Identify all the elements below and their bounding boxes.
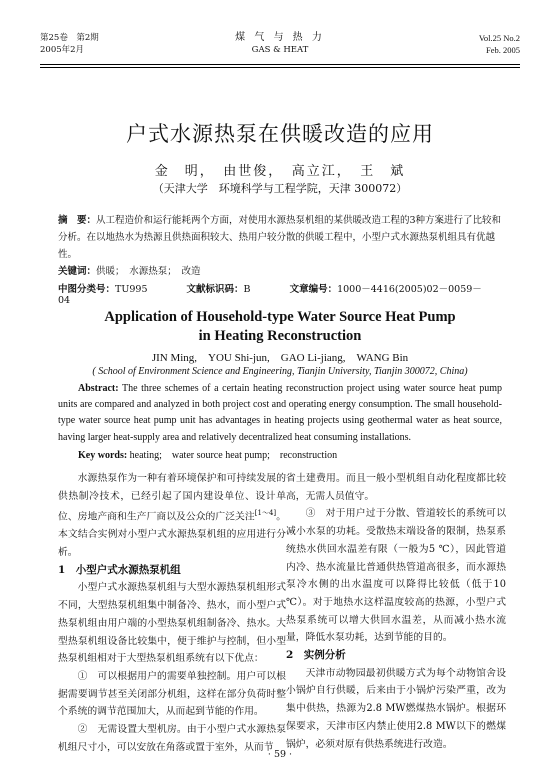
keywords-en-label: Key words: xyxy=(78,450,128,461)
clc-label: 中图分类号： xyxy=(58,284,116,295)
paragraph: ② 无需设置大型机房。由于小型户式水源热泵机组尺寸小，可以安放在角落或置于室外，从而节 xyxy=(58,724,286,753)
section-heading-1: 1 小型户式水源热泵机组 xyxy=(58,563,181,576)
volume-issue-en: Vol.25 No.2 xyxy=(478,33,520,43)
paragraph: ① 可以根据用户的需要单独控制。用户可以根据需要调节甚至关闭部分机组，这样在部分负荷时整个系统的调节范围加大，从而起到节能的作用。 xyxy=(58,671,286,718)
paragraph: 省土建费用。而且一般小型机组自动化程度都比较高，无需人员值守。 xyxy=(286,473,506,502)
journal-name-en: GAS & HEAT xyxy=(251,45,309,55)
body-column-left xyxy=(58,470,286,757)
paragraph: 小型户式水源热泵机组与大型水源热泵机组形式不同，大型热泵机组集中制备冷、热水，而小型户式热泵机组由用户端的小型热泵机组制备冷、热水。大型热泵机组设备比较集中，便于维护与控制，但小型热泵机组相对于大型热泵机组系统有以下优点： xyxy=(58,582,286,665)
authors-cn: 金 明， 由世俊， 高立江， 王 斌 xyxy=(154,164,406,179)
citation: [1～4] xyxy=(254,509,277,518)
abstract-cn-label: 摘 要： xyxy=(58,215,97,226)
paper-title-en xyxy=(0,308,560,346)
abstract-cn-text: 从工程造价和运行能耗两个方面，对使用水源热泵机组的某供暖改造工程的3种方案进行了比较和分析。在以地热水为热源且供热面积较大、热用户较分散的供暖工程中，小型户式水源热泵机组具有优越性。 xyxy=(58,215,502,260)
abstract-en-label: Abstract: xyxy=(78,383,119,394)
page-number: · 59 · xyxy=(267,749,293,760)
doc-code-value: B xyxy=(243,284,251,295)
abstract-cn xyxy=(58,212,502,263)
header-center xyxy=(40,32,520,56)
journal-name-cn: 煤 气 与 热 力 xyxy=(235,32,325,43)
volume-issue-cn: 第25卷 第2期 xyxy=(40,33,99,43)
body-column-right xyxy=(286,470,506,753)
running-header xyxy=(40,32,520,66)
clc-value: TU995 xyxy=(115,284,148,295)
abstract-en xyxy=(58,381,502,446)
classification-line xyxy=(58,281,502,306)
paper-title-cn: 户式水源热泵在供暖改造的应用 xyxy=(126,122,434,146)
title-en-line1: Application of Household-type Water Source Heat Pump xyxy=(104,309,456,325)
keywords-cn-label: 关键词： xyxy=(58,266,97,277)
section-heading-2: 2 实例分析 xyxy=(286,649,346,662)
abstract-en-text: The three schemes of a certain heating reconstruction project using water source heat pump units are compared and analyzed in both project cost and operating energy consumption. The small household-type water source heat pump unit has advantages in heating projects using geothermal water as heat source, having larger heat-supply area and relatively decentralized heat consuming installations. xyxy=(58,383,502,443)
title-en-line2: in Heating Reconstruction xyxy=(198,328,362,344)
keywords-en-text: heating; water source heat pump; reconstruction xyxy=(129,450,338,461)
header-right xyxy=(479,32,520,56)
keywords-en xyxy=(78,446,502,461)
header-rule-bottom xyxy=(40,67,520,68)
article-no-label: 文章编号： xyxy=(289,284,338,295)
paragraph: ③ 对于用户过于分散、管道较长的系统可以减小水泵的功耗。受散热末端设备的限制，热泵系统热水供回水温差有限（一般为5 ℃），因此管道内冷、热水流量比普通供热管道高很多，而水源热泵冷水侧的出水温度可以降得比较低（低于10 ℃）。对于地热水这样温度较高的热源，小型户式热泵系统可以增大供回水温差，从而减小热水流量，降低水泵功耗，达到节能的目的。 xyxy=(286,508,506,644)
keywords-cn xyxy=(58,263,502,277)
article-no-value: 1000－4416(2005)02－0059－04 xyxy=(58,284,482,306)
paragraph: 水源热泵作为一种有着环境保护和可持续发展的供热制冷技术，已经引起了国内建设单位、设计单位、房地产商和生产厂商以及公众的广泛关注[1～4]。本文结合实例对小型户式水源热泵机组的应用进行分析。 xyxy=(58,473,287,559)
date-en: Feb. 2005 xyxy=(486,45,520,55)
header-rule-top xyxy=(40,64,520,65)
date-cn: 2005年2月 xyxy=(40,45,85,55)
authors-en: JIN Ming, YOU Shi-jun, GAO Li-jiang, WANG Bin xyxy=(151,352,409,364)
paragraph: 天津市动物园最初供暖方式为每个动物馆舍设小锅炉自行供暖，后来由于小锅炉污染严重，改为集中供热，热源为2.8 MW燃煤热水锅炉。根据环保要求，天津市区内禁止使用2.8 MW以下的燃煤锅炉，必须对原有供热系统进行改造。 xyxy=(286,667,506,750)
affiliation-cn: （天津大学 环境科学与工程学院，天津 300072） xyxy=(152,182,408,195)
affiliation-en: ( School of Environment Science and Engineering, Tianjin University, Tianjin 300072, China) xyxy=(92,366,468,377)
keywords-cn-text: 供暖； 水源热泵； 改造 xyxy=(96,266,201,277)
doc-code-label: 文献标识码： xyxy=(186,284,244,295)
